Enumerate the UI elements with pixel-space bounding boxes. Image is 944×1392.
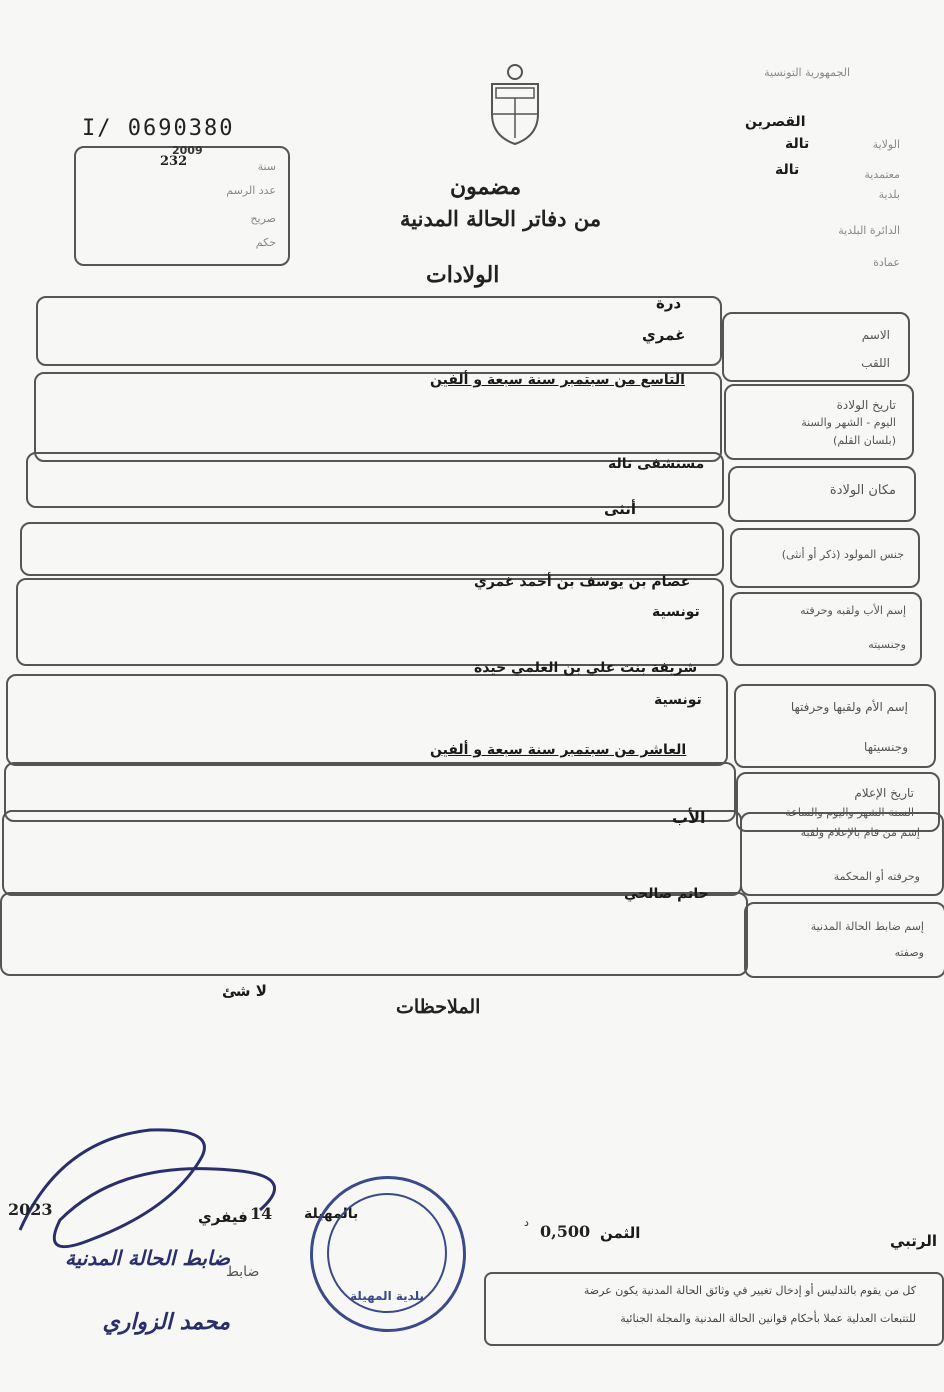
label-declarant: إسم من قام بالإعلام ولقبه (800, 826, 920, 839)
label-declaration-date: تاريخ الإعلام (854, 786, 914, 800)
footer-month: فيفري (198, 1208, 248, 1226)
label-mother: إسم الأم ولقبها وحرفتها (790, 700, 908, 714)
ref-label-judgement: حكم (255, 236, 276, 249)
value-birth-date: التاسع من سبتمبر سنة سبعة و ألفين (430, 372, 685, 388)
reference-number: 232 (160, 154, 188, 169)
delegation-label: معتمدية (864, 168, 900, 181)
governorate-value: القصرين (745, 114, 806, 130)
label-sex: جنس المولود (ذكر أو أنثى) (781, 548, 904, 561)
value-first-name: درة (656, 294, 682, 312)
imada-label: عمادة (873, 256, 900, 269)
reference-year: 2009 (172, 144, 203, 157)
legal-notice-line1: كل من يقوم بالتدليس أو إدخال تغيير في وثائق الحالة المدنية يكون عرضة (583, 1284, 916, 1297)
district-label: الدائرة البلدية (838, 224, 900, 237)
label-last-name: اللقب (861, 356, 890, 370)
municipality-value: تالة (775, 162, 800, 178)
seal-text: بلدية المهيلة (350, 1289, 424, 1303)
document-serial: I/ 0690380 (82, 116, 235, 141)
label-declarant-detail: وحرفته أو المحكمة (833, 870, 920, 883)
price-label: الثمن (600, 1224, 641, 1242)
label-father: إسم الأب ولقبه وحرفته (800, 604, 906, 617)
legal-notice-line2: للتتبعات العدلية عملا بأحكام قوانين الحالة المدنية والمجلة الجنائية (620, 1312, 916, 1325)
value-father-nationality: تونسية (652, 604, 700, 620)
signature-text-1: ضابط الحالة المدنية (64, 1246, 230, 1270)
footer-day: 14 (250, 1204, 273, 1223)
ref-label-year: سنة (257, 160, 276, 173)
extract-title: مضمون (450, 174, 522, 200)
price-value: 0,500 (540, 1222, 591, 1241)
stamp-label: الرتبي (890, 1232, 938, 1250)
value-mother: شريفة بنت علي بن العلمي حيدة (474, 660, 698, 676)
label-officer-title: وصفته (894, 946, 924, 959)
row-officer-value-box (0, 892, 748, 976)
footer-year: 2023 (8, 1200, 53, 1219)
municipal-seal (310, 1176, 466, 1332)
municipality-label: بلدية (878, 188, 900, 201)
remarks-label: الملاحظات (396, 996, 481, 1018)
value-birth-place: مستشفى تالة (608, 456, 705, 472)
label-officer: إسم ضابط الحالة المدنية (810, 920, 924, 933)
ref-label-explicit: صريح (250, 212, 276, 225)
value-sex: أنثى (604, 500, 637, 518)
signature-text-2: محمد الزواري (102, 1310, 230, 1335)
footer-place: بالمهيلة (304, 1206, 359, 1222)
row-name-value-box (36, 296, 722, 366)
value-officer: حاتم صالحي (624, 886, 709, 902)
republic-label: الجمهورية التونسية (764, 66, 850, 79)
label-birth-place: مكان الولادة (829, 483, 896, 498)
value-father: عصام بن يوسف بن أحمد غمري (474, 574, 691, 590)
value-declaration-date: العاشر من سبتمبر سنة سبعة و ألفين (430, 742, 687, 758)
governorate-label: الولاية (872, 138, 900, 151)
section-title: الولادات (426, 262, 500, 288)
label-declaration-date-detail: السنة-الشهر واليوم والساعة (785, 806, 914, 819)
label-birth-date: تاريخ الولادة (836, 398, 896, 412)
row-declarant-value-box (2, 810, 742, 896)
label-father-nationality: وجنسيته (868, 638, 906, 651)
value-declarant: الأب (672, 808, 706, 827)
row-father-value-box (16, 578, 724, 666)
value-mother-nationality: تونسية (654, 692, 702, 708)
label-birth-date-detail: اليوم - الشهر والسنة (801, 416, 896, 429)
price-unit: د (524, 1216, 529, 1229)
registers-title: من دفاتر الحالة المدنية (400, 206, 602, 231)
row-officer-label-box (744, 902, 944, 978)
row-sex-value-box (20, 522, 724, 576)
footer-officer-label: ضابط (226, 1264, 260, 1280)
label-first-name: الاسم (861, 328, 890, 342)
remarks-value: لا شئ (222, 982, 267, 1000)
label-birth-date-words: (بلسان القلم) (833, 434, 896, 447)
value-last-name: غمري (642, 326, 686, 344)
delegation-value: تالة (785, 136, 810, 152)
label-mother-nationality: وجنسيتها (864, 740, 908, 754)
ref-label-number: عدد الرسم (226, 184, 276, 197)
coat-of-arms-icon (480, 62, 550, 148)
